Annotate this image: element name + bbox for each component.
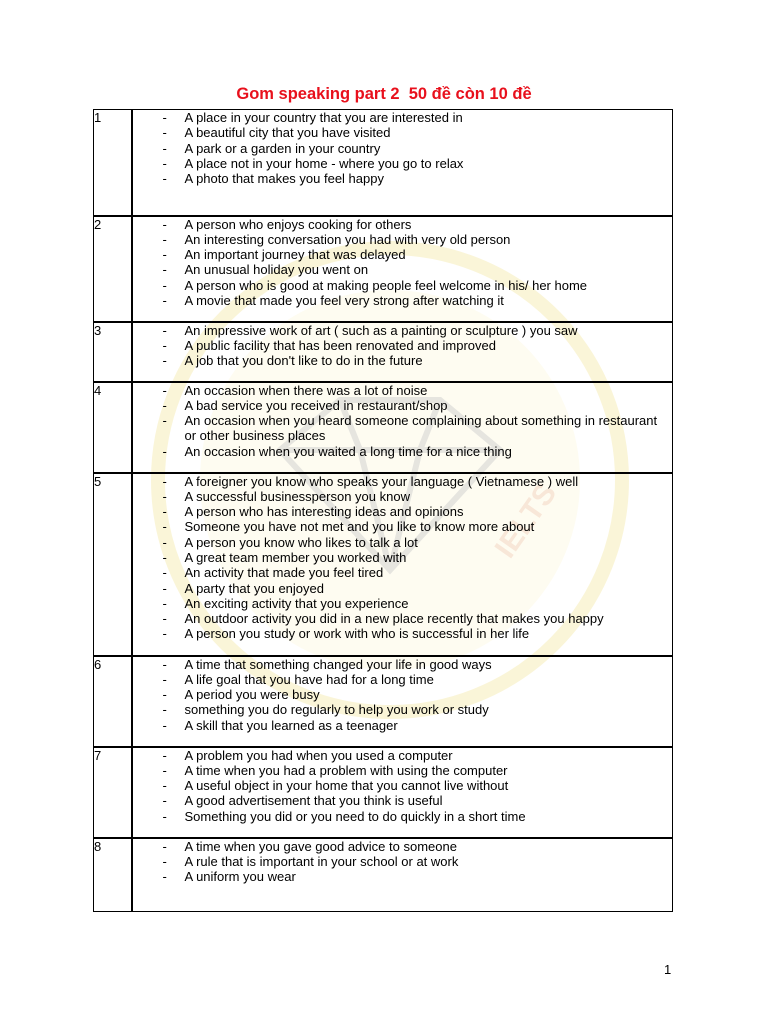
topic-item <box>133 778 673 793</box>
dash-bullet: - <box>162 519 167 535</box>
topic-item <box>133 809 673 824</box>
page-number: 1 <box>664 962 672 977</box>
topic-item-text: A person who is good at making people feel welcome in his/ her home <box>184 277 588 293</box>
topic-item-text: A public facility that has been renovated and improved <box>184 337 496 353</box>
topic-item <box>133 793 673 808</box>
topic-item-text: An occasion when there was a lot of noise <box>184 382 428 398</box>
dash-bullet: - <box>162 869 167 885</box>
dash-bullet: - <box>162 626 167 642</box>
dash-bullet: - <box>162 747 167 763</box>
dash-bullet: - <box>162 580 167 596</box>
topic-item <box>133 657 673 672</box>
dash-bullet: - <box>162 262 167 278</box>
topic-list <box>133 217 673 309</box>
topic-item <box>133 474 673 489</box>
topic-item-text: A life goal that you have had for a long time <box>184 671 434 687</box>
dash-bullet: - <box>162 155 167 171</box>
topic-item-text: A time when you had a problem with using the computer <box>184 762 508 778</box>
dash-bullet: - <box>162 322 167 338</box>
topic-item-text: An important journey that was delayed <box>184 247 406 263</box>
topic-item-text: something you do regularly to help you work or study <box>184 702 489 718</box>
topic-items-cell <box>132 216 673 322</box>
topic-item <box>133 338 673 353</box>
topic-item-text: An activity that made you feel tired <box>184 565 384 581</box>
dash-bullet: - <box>162 247 167 263</box>
topic-row <box>94 382 673 473</box>
topic-item <box>133 141 673 156</box>
watermark-text: IELTS <box>488 477 564 565</box>
dash-bullet: - <box>162 292 167 308</box>
topic-item <box>133 383 673 398</box>
dash-bullet: - <box>162 549 167 565</box>
topic-item-text: A problem you had when you used a computer <box>184 747 453 763</box>
topic-item-text: A successful businessperson you know <box>184 488 410 504</box>
topics-table-body <box>94 110 673 912</box>
topic-item <box>133 125 673 140</box>
topic-item-text: A person who enjoys cooking for others <box>184 216 412 232</box>
dash-bullet: - <box>162 125 167 141</box>
topic-item <box>133 278 673 293</box>
topic-items-cell <box>132 110 673 216</box>
topic-item <box>133 626 673 641</box>
topic-row <box>94 322 673 382</box>
topic-item-text: A place in your country that you are interested in <box>184 110 463 125</box>
topic-item <box>133 718 673 733</box>
topic-item-text: An interesting conversation you had with very old person <box>184 231 511 247</box>
topic-item-text: A useful object in your home that you cannot live without <box>184 778 509 794</box>
topic-list <box>133 323 673 369</box>
topic-item <box>133 247 673 262</box>
topic-item-text: An occasion when you heard someone complaining about something in restaurant or other business places <box>184 413 658 444</box>
topic-item <box>133 687 673 702</box>
topic-row <box>94 473 673 656</box>
topic-item <box>133 444 673 459</box>
dash-bullet: - <box>162 808 167 824</box>
topic-list <box>133 748 673 824</box>
topic-item <box>133 353 673 368</box>
topic-items-cell <box>132 747 673 838</box>
topic-item-text: Something you did or you need to do quickly in a short time <box>184 808 526 824</box>
dash-bullet: - <box>162 504 167 520</box>
topic-item-text: A park or a garden in your country <box>184 140 381 156</box>
topic-number: 1 <box>94 110 132 216</box>
topic-item-text: A great team member you worked with <box>184 549 407 565</box>
dash-bullet: - <box>162 353 167 369</box>
dash-bullet: - <box>162 778 167 794</box>
topic-list <box>133 839 673 885</box>
topic-items-cell <box>132 382 673 473</box>
topic-number: 7 <box>94 747 132 838</box>
dash-bullet: - <box>162 277 167 293</box>
topic-item <box>133 535 673 550</box>
topic-item <box>133 672 673 687</box>
topic-item <box>133 217 673 232</box>
topic-list <box>133 474 673 642</box>
dash-bullet: - <box>162 140 167 156</box>
topic-item-text: An unusual holiday you went on <box>184 262 369 278</box>
topic-item <box>133 489 673 504</box>
dash-bullet: - <box>162 337 167 353</box>
topic-item-text: A beautiful city that you have visited <box>184 125 391 141</box>
dash-bullet: - <box>162 534 167 550</box>
topics-table <box>93 109 673 912</box>
dash-bullet: - <box>162 717 167 733</box>
topic-item-text: Someone you have not met and you like to know more about <box>184 519 535 535</box>
dash-bullet: - <box>162 231 167 247</box>
topic-item <box>133 550 673 565</box>
dash-bullet: - <box>162 397 167 413</box>
topic-item-text: A job that you don't like to do in the future <box>184 353 423 369</box>
topic-number: 8 <box>94 838 132 912</box>
dash-bullet: - <box>162 611 167 627</box>
dash-bullet: - <box>162 595 167 611</box>
topic-item <box>133 293 673 308</box>
topic-list <box>133 383 673 459</box>
topic-item-text: A skill that you learned as a teenager <box>184 717 398 733</box>
topic-item-text: A uniform you wear <box>184 869 296 885</box>
topic-item <box>133 323 673 338</box>
topic-number: 4 <box>94 382 132 473</box>
dash-bullet: - <box>162 853 167 869</box>
topic-item <box>133 748 673 763</box>
topic-row <box>94 747 673 838</box>
topic-item-text: A bad service you received in restaurant/shop <box>184 397 448 413</box>
topic-item-text: A person who has interesting ideas and opinions <box>184 504 464 520</box>
topic-item-text: A party that you enjoyed <box>184 580 324 596</box>
topic-item-text: A rule that is important in your school or at work <box>184 853 459 869</box>
topic-item <box>133 854 673 869</box>
topic-number: 3 <box>94 322 132 382</box>
topic-item <box>133 839 673 854</box>
topic-row <box>94 656 673 747</box>
topic-item <box>133 596 673 611</box>
topic-item-text: A person you know who likes to talk a lot <box>184 534 418 550</box>
dash-bullet: - <box>162 443 167 459</box>
topic-items-cell <box>132 656 673 747</box>
topic-item-text: A person you study or work with who is successful in her life <box>184 626 530 642</box>
topic-item <box>133 171 673 186</box>
topic-item-text: A time that something changed your life in good ways <box>184 656 492 672</box>
page-title: Gom speaking part 2 50 đề còn 10 đề <box>236 85 532 103</box>
topic-item <box>133 398 673 413</box>
dash-bullet: - <box>162 216 167 232</box>
topic-item <box>133 581 673 596</box>
topic-item-text: A good advertisement that you think is useful <box>184 793 443 809</box>
dash-bullet: - <box>162 762 167 778</box>
dash-bullet: - <box>162 413 167 429</box>
topic-item-text: A photo that makes you feel happy <box>184 171 384 187</box>
dash-bullet: - <box>162 110 167 125</box>
topic-number: 6 <box>94 656 132 747</box>
topic-items-cell <box>132 838 673 912</box>
dash-bullet: - <box>162 687 167 703</box>
topic-row <box>94 110 673 216</box>
topic-items-cell <box>132 322 673 382</box>
topic-row <box>94 216 673 322</box>
topic-items-cell <box>132 473 673 656</box>
topic-row <box>94 838 673 912</box>
topic-item-text: A time when you gave good advice to someone <box>184 838 457 854</box>
topic-item <box>133 565 673 580</box>
topic-number: 5 <box>94 473 132 656</box>
topic-number: 2 <box>94 216 132 322</box>
dash-bullet: - <box>162 671 167 687</box>
topic-item <box>133 262 673 277</box>
topic-item <box>133 763 673 778</box>
topic-item-text: A place not in your home - where you go to relax <box>184 155 464 171</box>
dash-bullet: - <box>162 382 167 398</box>
topic-item-text: A period you were busy <box>184 687 320 703</box>
topic-item-text: An exciting activity that you experience <box>184 595 409 611</box>
topic-item <box>133 611 673 626</box>
topic-item <box>133 702 673 717</box>
topic-item-text: An impressive work of art ( such as a painting or sculpture ) you saw <box>184 322 578 338</box>
topic-item <box>133 413 673 444</box>
dash-bullet: - <box>162 488 167 504</box>
dash-bullet: - <box>162 793 167 809</box>
topic-item <box>133 519 673 534</box>
topic-item-text: An outdoor activity you did in a new place recently that makes you happy <box>184 611 604 627</box>
topic-item <box>133 232 673 247</box>
dash-bullet: - <box>162 656 167 672</box>
topic-item <box>133 156 673 171</box>
topic-item-text: An occasion when you waited a long time for a nice thing <box>184 443 512 459</box>
topic-item <box>133 869 673 884</box>
topic-item-text: A movie that made you feel very strong after watching it <box>184 292 504 308</box>
topic-item <box>133 504 673 519</box>
topic-item-text: A foreigner you know who speaks your language ( Vietnamese ) well <box>184 473 579 489</box>
dash-bullet: - <box>162 473 167 489</box>
dash-bullet: - <box>162 702 167 718</box>
dash-bullet: - <box>162 838 167 854</box>
dash-bullet: - <box>162 171 167 187</box>
topic-item <box>133 110 673 125</box>
topic-list <box>133 110 673 186</box>
dash-bullet: - <box>162 565 167 581</box>
topic-list <box>133 657 673 733</box>
